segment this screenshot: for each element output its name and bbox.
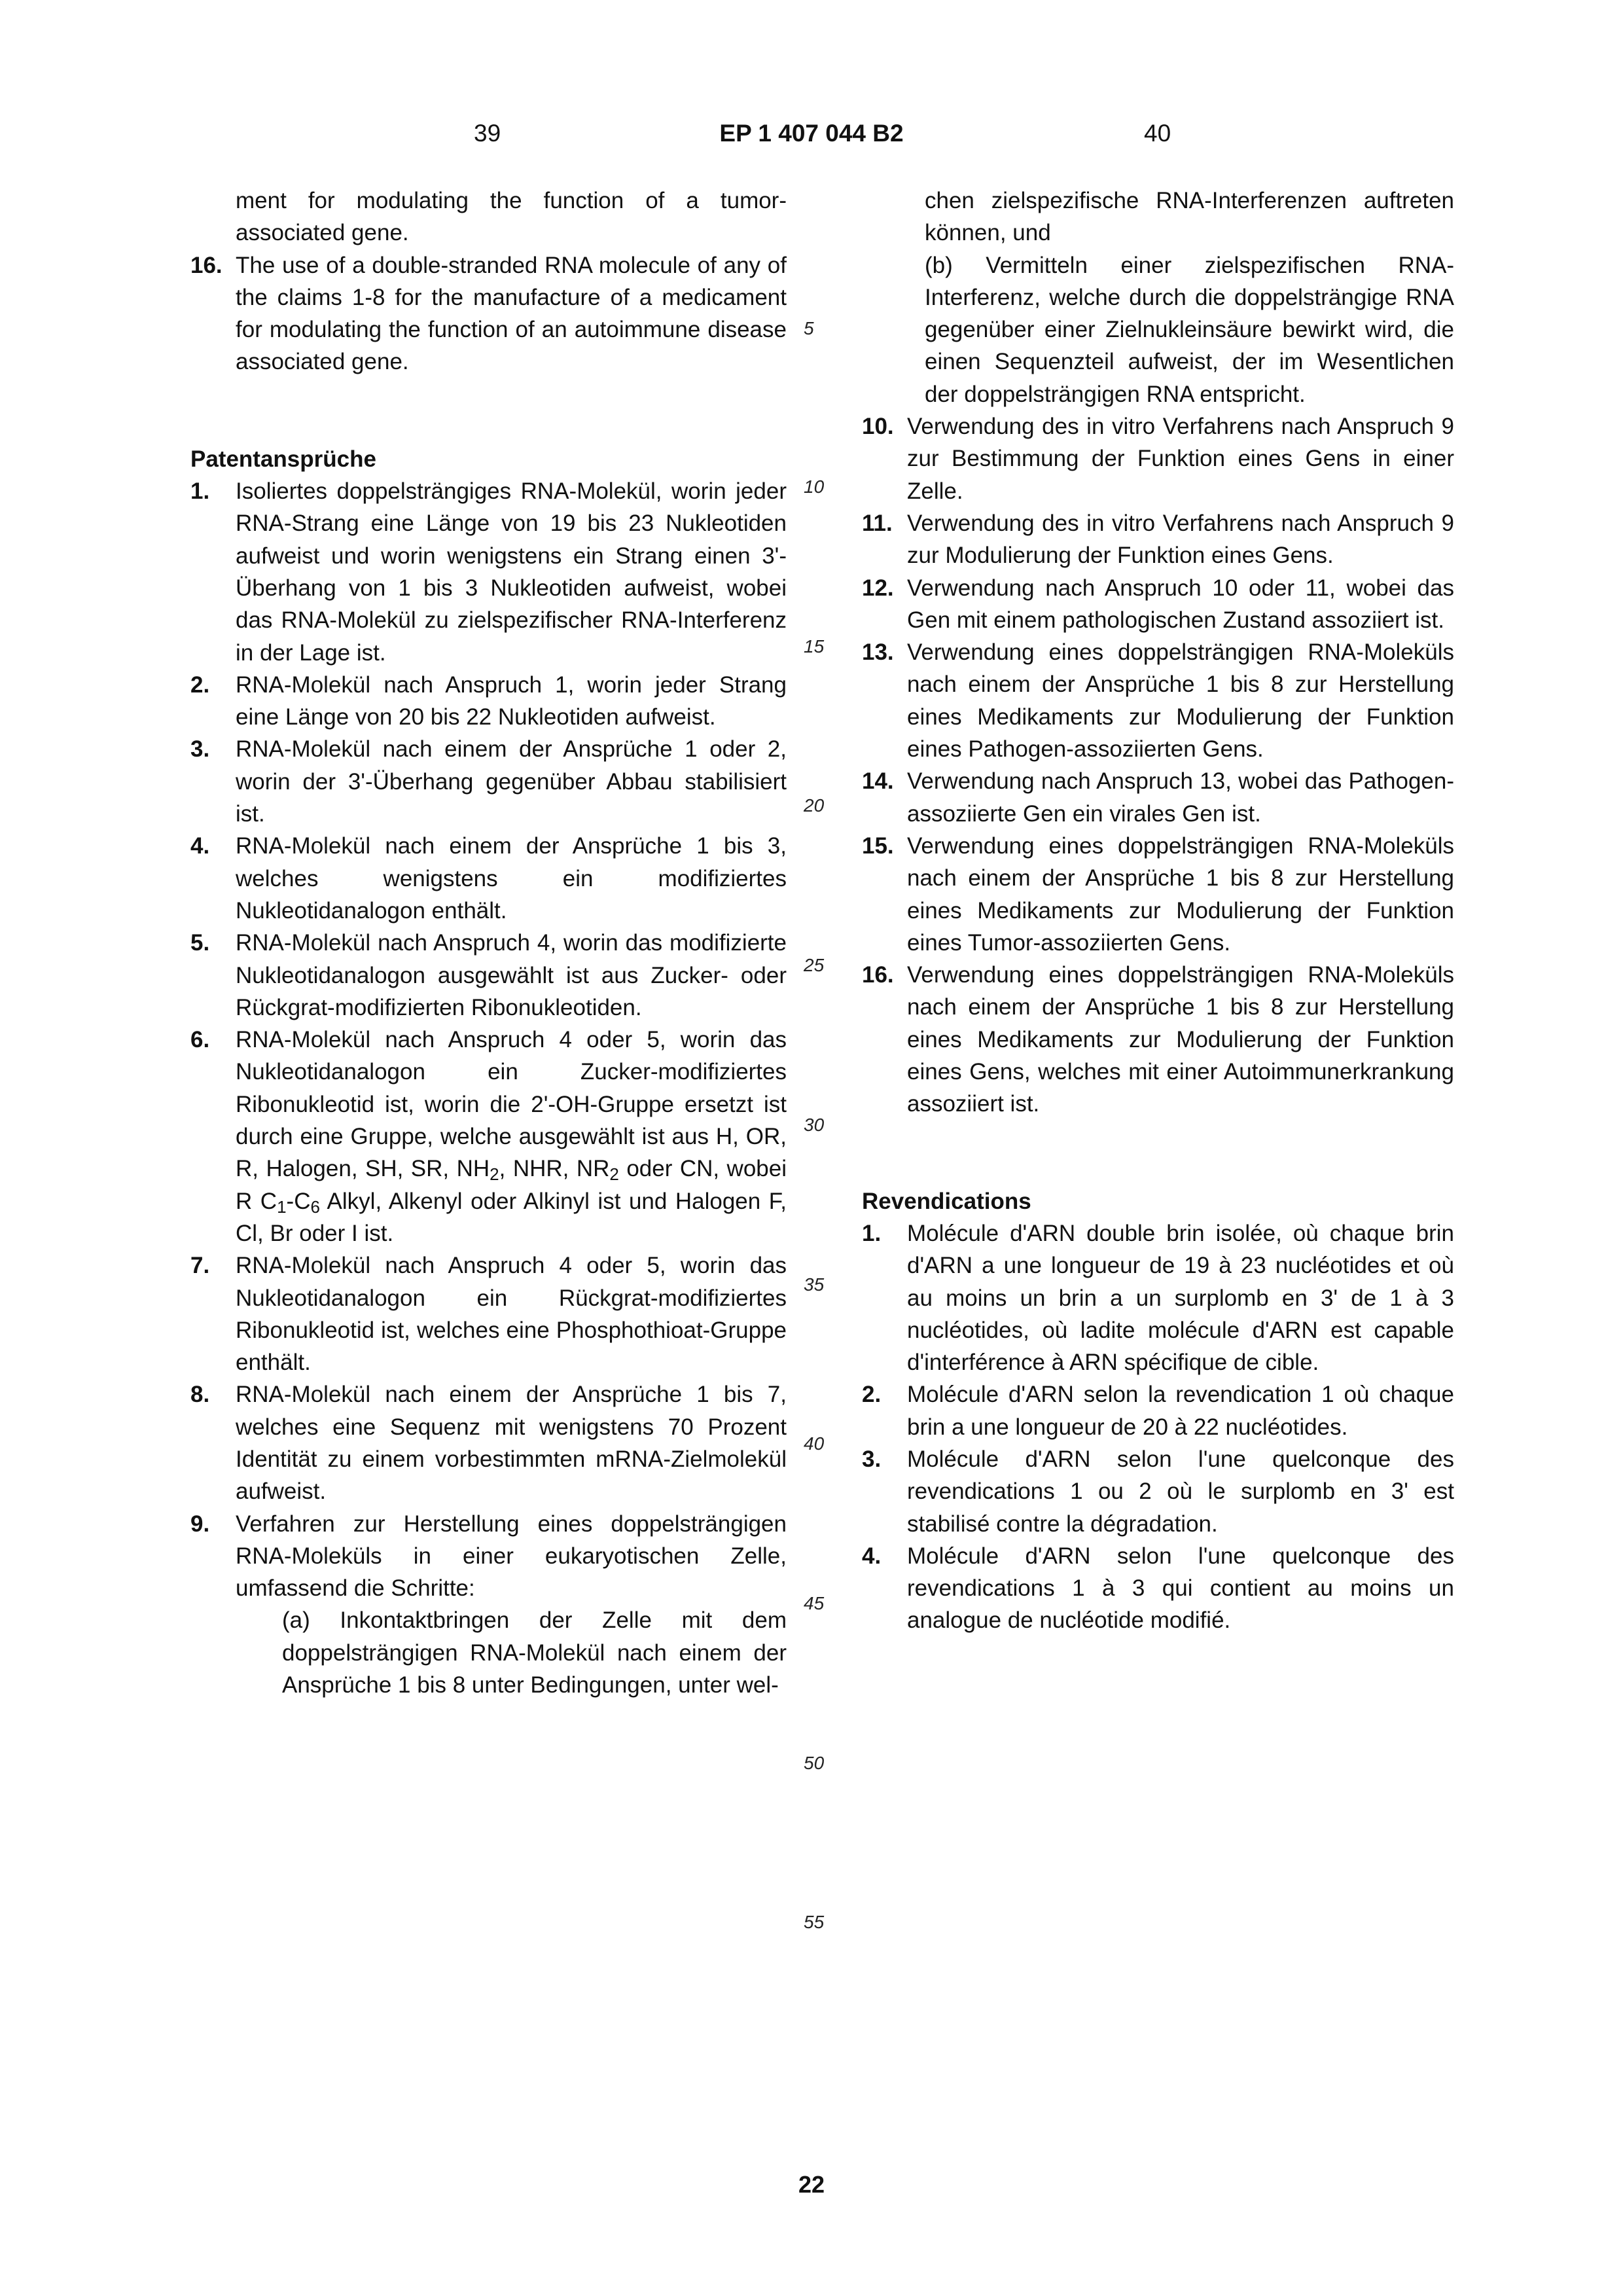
claim-text: The use of a double-stranded RNA molecule of any of the claims 1-8 for the manufacture of a medicament for modulating the function of an autoimmune disease associated gene. [236, 252, 787, 375]
claim-text: Verwendung eines doppelsträngigen RNA-Moleküls nach einem der Ansprüche 1 bis 8 zur Herstellung eines Medikaments zur Modulierung der Funktion eines Tumor-assoziierten Gens. [907, 833, 1454, 956]
line-number: 50 [804, 1753, 825, 1773]
claim-text: RNA-Molekül nach einem der Ansprüche 1 bis 7, welches eine Sequenz mit wenigstens 70 Prozent Identität zu einem vorbestimmten mRNA-Zielmolekül aufweist. [236, 1382, 787, 1505]
claim-number: 4. [862, 1543, 882, 1569]
claim-number: 6. [190, 1027, 210, 1053]
claim-4-fr [862, 1540, 1454, 1637]
claim-text: Verwendung eines doppelsträngigen RNA-Moleküls nach einem der Ansprüche 1 bis 8 zur Herstellung eines Medikaments zur Modulierung der Funktion eines Pathogen-assoziierten Gens. [907, 639, 1454, 762]
claim-4-de [190, 830, 787, 927]
line-number: 45 [804, 1593, 825, 1613]
line-number: 35 [804, 1274, 825, 1295]
claim-1-fr [862, 1217, 1454, 1378]
claim-number: 9. [190, 1511, 210, 1537]
claim-3-fr [862, 1443, 1454, 1540]
claim-text: Verwendung eines doppelsträngigen RNA-Moleküls nach einem der Ansprüche 1 bis 8 zur Herstellung eines Medikaments zur Modulierung der Funktion eines Gens, welches mit einer Autoimmunerkrankung assoziiert ist. [907, 962, 1454, 1117]
claim-10-de [862, 410, 1454, 507]
claim-2-fr [862, 1378, 1454, 1443]
line-number: 40 [804, 1433, 825, 1454]
claim-number: 5. [190, 930, 210, 956]
claim-number: 10. [862, 414, 894, 440]
claim-text: Molécule d'ARN double brin isolée, où chaque brin d'ARN a une longueur de 19 à 23 nucléotides et où au moins un brin a un surplomb en 3' de 1 à 3 nucléotides, où ladite molécule d'ARN est capable d'interférence à ARN spécifique de cible. [907, 1220, 1454, 1376]
claim-13-de [862, 636, 1454, 765]
left-column [190, 185, 787, 1701]
claim-6-de [190, 1024, 787, 1249]
claim-8-de [190, 1378, 787, 1507]
claim-text: Molécule d'ARN selon l'une quelconque des revendications 1 à 3 qui contient au moins un analogue de nucléotide modifié. [907, 1543, 1454, 1634]
right-column [862, 185, 1454, 1637]
claim-text: Molécule d'ARN selon la revendication 1 où chaque brin a une longueur de 20 à 22 nucléotides. [907, 1382, 1454, 1440]
claim-text: Verfahren zur Herstellung eines doppelsträngigen RNA-Moleküls in einer eukaryotischen Zelle, umfassend die Schritte: [236, 1511, 787, 1602]
line-number: 20 [804, 795, 825, 816]
section-title-revendications: Revendications [862, 1188, 1031, 1214]
page-header [0, 120, 1623, 159]
claim-14-de [862, 765, 1454, 830]
claim-16-de [862, 959, 1454, 1120]
line-number: 25 [804, 955, 825, 975]
claim-text: Verwendung des in vitro Verfahrens nach Anspruch 9 zur Bestimmung der Funktion eines Gens in einer Zelle. [907, 414, 1454, 504]
claim-text: Verwendung des in vitro Verfahrens nach Anspruch 9 zur Modulierung der Funktion eines Gens. [907, 510, 1454, 569]
line-number: 5 [804, 318, 814, 338]
claim-15-de [862, 830, 1454, 959]
claim-number: 7. [190, 1253, 210, 1279]
claim-text: Verwendung nach Anspruch 13, wobei das Pathogen-assoziierte Gen ein virales Gen ist. [907, 768, 1454, 827]
line-number: 30 [804, 1115, 825, 1135]
claim-7-de [190, 1249, 787, 1378]
claim-text: RNA-Molekül nach Anspruch 4 oder 5, worin das Nukleotidanalogon ein Rückgrat-modifiziertes Ribonukleotid ist, welches eine Phosphothioat-Gruppe enthält. [236, 1253, 787, 1376]
claim-number: 12. [862, 575, 894, 601]
claim-number: 2. [862, 1382, 882, 1408]
line-number: 55 [804, 1912, 825, 1932]
claim-text: RNA-Molekül nach einem der Ansprüche 1 oder 2, worin der 3'-Überhang gegenüber Abbau stabilisiert ist. [236, 736, 787, 827]
page-footer-number: 22 [798, 2171, 825, 2198]
claim-number: 11. [862, 510, 893, 536]
claim-text: Verwendung nach Anspruch 10 oder 11, wobei das Gen mit einem pathologischen Zustand assoziiert ist. [907, 575, 1454, 633]
claim-continuation: ment for modulating the function of a tumor-associated gene. [236, 188, 787, 246]
claim-9-continuation: chen zielspezifische RNA-Interferenzen auftreten können, und [925, 188, 1454, 246]
claim-number: 15. [862, 833, 894, 859]
claim-1-de [190, 475, 787, 669]
claim-number: 2. [190, 672, 210, 698]
claim-text: RNA-Molekül nach Anspruch 4 oder 5, worin das Nukleotidanalogon ein Zucker-modifiziertes Ribonukleotid ist, worin die 2'-OH-Gruppe ersetzt ist durch eine Gruppe, welche ausgewählt ist aus H, OR, R, Halogen, SH, SR, $NH_2$, NHR, $NR_2$ oder CN, wobei R $C_1-C_6$ Alkyl, Alkenyl oder Alkinyl ist und Halogen F, Cl, Br oder I ist. [236, 1027, 787, 1246]
claim-16-en [190, 249, 787, 378]
claim-text: Isoliertes doppelsträngiges RNA-Molekül, worin jeder RNA-Strang eine Länge von 19 bis 23 Nukleotiden aufweist und worin wenigstens ein Strang einen 3'-Überhang von 1 bis 3 Nukleotiden aufweist, wobei das RNA-Molekül zu zielspezifischer RNA-Interferenz in der Lage ist. [236, 478, 787, 666]
claim-12-de [862, 572, 1454, 637]
line-number: 15 [804, 636, 825, 656]
section-title-patentansprueche: Patentansprüche [190, 446, 376, 472]
claim-9-step-a: (a) Inkontaktbringen der Zelle mit dem doppelsträngigen RNA-Molekül nach einem der Ansprüche 1 bis 8 unter Bedingungen, unter wel- [282, 1607, 787, 1698]
claim-number: 16. [190, 252, 223, 278]
claim-11-de [862, 507, 1454, 572]
claim-2-de [190, 669, 787, 734]
claim-text: RNA-Molekül nach Anspruch 4, worin das modifizierte Nukleotidanalogon ausgewählt ist aus Zucker- oder Rückgrat-modifizierten Ribonukleotiden. [236, 930, 787, 1020]
claim-number: 4. [190, 833, 210, 859]
claim-9-step-b: (b) Vermitteln einer zielspezifischen RNA-Interferenz, welche durch die doppelsträngige RNA gegenüber einer Zielnukleinsäure bewirkt wird, die einen Sequenzteil aufweist, der im Wesentlichen der doppelsträngigen RNA entspricht. [925, 252, 1454, 407]
page-number-right: 40 [1144, 120, 1171, 147]
claim-number: 13. [862, 639, 894, 666]
claim-number: 8. [190, 1382, 210, 1408]
claim-number: 3. [190, 736, 210, 762]
claim-5-de [190, 927, 787, 1024]
claim-3-de [190, 733, 787, 830]
claim-9-de [190, 1508, 787, 1605]
claim-text: RNA-Molekül nach Anspruch 1, worin jeder Strang eine Länge von 20 bis 22 Nukleotiden aufweist. [236, 672, 787, 730]
claim-number: 3. [862, 1446, 882, 1472]
claim-number: 1. [190, 478, 210, 505]
claim-number: 14. [862, 768, 894, 795]
claim-number: 16. [862, 962, 894, 988]
patent-number: EP 1 407 044 B2 [719, 120, 904, 147]
claim-number: 1. [862, 1220, 882, 1246]
claim-text: Molécule d'ARN selon l'une quelconque des revendications 1 ou 2 où le surplomb en 3' est stabilisé contre la dégradation. [907, 1446, 1454, 1537]
line-number: 10 [804, 476, 825, 497]
claim-text: RNA-Molekül nach einem der Ansprüche 1 bis 3, welches wenigstens ein modifiziertes Nukleotidanalogon enthält. [236, 833, 787, 924]
page-number-left: 39 [474, 120, 501, 147]
